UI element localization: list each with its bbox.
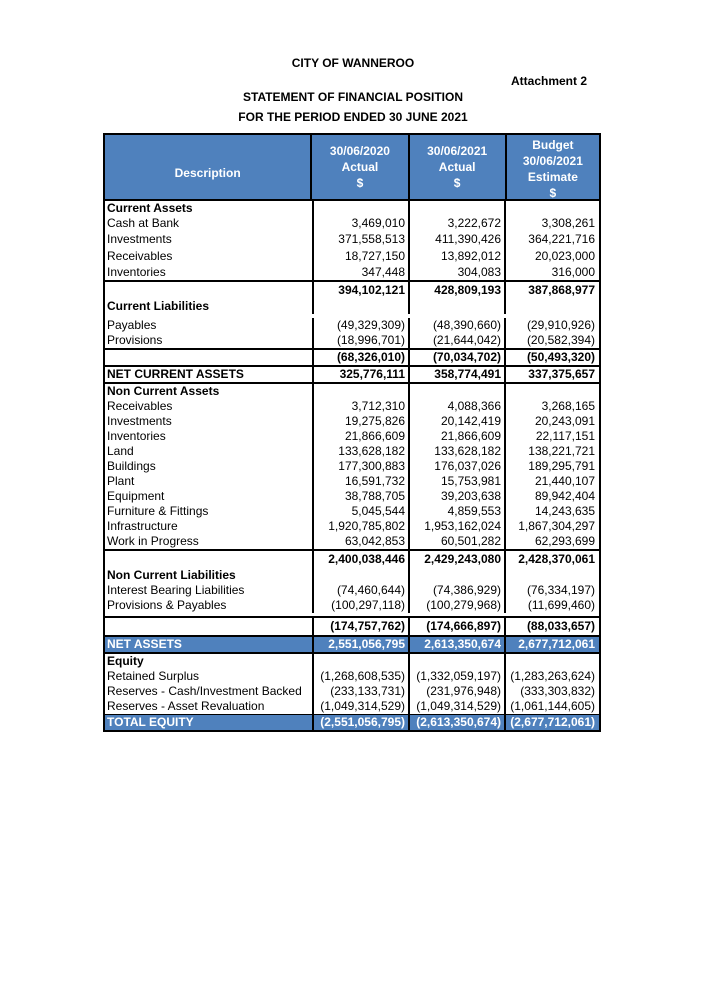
row-value-actual-2020: (74,460,644) — [312, 583, 408, 598]
row-label: Furniture & Fittings — [107, 504, 209, 518]
row-label: Interest Bearing Liabilities — [107, 583, 245, 597]
row-value-actual-2020: 21,866,609 — [312, 429, 408, 444]
table-row — [105, 459, 599, 474]
row-label — [105, 350, 312, 365]
row-value-actual-2021: (1,049,314,529) — [408, 699, 504, 714]
header-actual-2021-date: 30/06/2021 — [427, 144, 488, 158]
row-value-budget-2021: 89,942,404 — [504, 489, 597, 504]
table-row — [105, 635, 599, 652]
header-description: Description — [174, 166, 241, 180]
row-value-actual-2020: (18,996,701) — [312, 333, 408, 348]
statement-title: STATEMENT OF FINANCIAL POSITION — [243, 90, 463, 104]
header-actual-2020-date: 30/06/2020 — [329, 144, 390, 158]
row-value-actual-2021: (74,386,929) — [408, 583, 504, 598]
row-value-actual-2020: (233,133,731) — [312, 684, 408, 699]
table-header — [105, 135, 599, 201]
row-value-budget-2021: 22,117,151 — [504, 429, 597, 444]
row-value-actual-2020: 19,275,826 — [312, 414, 408, 429]
row-value-budget-2021: 20,243,091 — [504, 414, 597, 429]
row-value-budget-2021: (20,582,394) — [504, 333, 597, 348]
row-label: Buildings — [107, 459, 156, 473]
table-row — [105, 714, 599, 730]
row-value-budget-2021: (29,910,926) — [504, 318, 597, 333]
table-row — [105, 504, 599, 519]
row-value-actual-2020: (174,757,762) — [312, 618, 408, 635]
table-row — [105, 414, 599, 429]
row-value-actual-2021: 13,892,012 — [408, 248, 504, 265]
table-row — [105, 280, 599, 299]
row-value-actual-2021: 3,222,672 — [408, 216, 504, 231]
row-value-budget-2021: 62,293,699 — [504, 534, 597, 549]
row-value-budget-2021: 1,867,304,297 — [504, 519, 597, 534]
row-value-actual-2020 — [312, 654, 408, 669]
row-value-actual-2020: (1,049,314,529) — [312, 699, 408, 714]
row-label: Inventories — [107, 265, 166, 279]
row-value-budget-2021 — [504, 201, 597, 216]
row-value-actual-2021: 358,774,491 — [408, 367, 504, 382]
row-label: Payables — [107, 318, 157, 332]
header-budget-unit: $ — [549, 186, 557, 200]
row-value-actual-2021: (21,644,042) — [408, 333, 504, 348]
table-row — [105, 333, 599, 348]
row-value-actual-2020: 371,558,513 — [312, 231, 408, 248]
row-label: Land — [107, 444, 134, 458]
table-row — [105, 598, 599, 613]
row-value-budget-2021: 138,221,721 — [504, 444, 597, 459]
table-row — [105, 699, 599, 714]
row-value-actual-2021: (2,613,350,674) — [408, 715, 504, 730]
row-value-budget-2021 — [504, 654, 597, 669]
header-budget-date: 30/06/2021 — [522, 154, 583, 168]
header-budget-2021 — [505, 135, 599, 199]
row-value-actual-2020: 177,300,883 — [312, 459, 408, 474]
row-value-budget-2021: (50,493,320) — [504, 350, 597, 365]
table-row — [105, 265, 599, 280]
row-value-actual-2020: 347,448 — [312, 265, 408, 280]
row-value-actual-2020: 38,788,705 — [312, 489, 408, 504]
row-value-budget-2021: 3,268,165 — [504, 399, 597, 414]
table-row — [105, 519, 599, 534]
table-row — [105, 399, 599, 414]
table-row — [105, 216, 599, 231]
table-row — [105, 549, 599, 568]
row-value-budget-2021 — [504, 384, 597, 399]
table-row — [105, 568, 599, 583]
row-value-actual-2020: 1,920,785,802 — [312, 519, 408, 534]
row-value-budget-2021: 316,000 — [504, 265, 597, 280]
row-value-actual-2020 — [312, 299, 408, 314]
row-value-budget-2021: (76,334,197) — [504, 583, 597, 598]
row-label: Work in Progress — [107, 534, 199, 548]
row-value-actual-2021: 60,501,282 — [408, 534, 504, 549]
row-label: Plant — [107, 474, 135, 488]
row-value-budget-2021: 387,868,977 — [504, 282, 597, 299]
row-value-budget-2021: 2,677,712,061 — [504, 637, 597, 652]
header-actual-2020-type: Actual — [341, 160, 379, 174]
row-value-actual-2020: (1,268,608,535) — [312, 669, 408, 684]
table-row — [105, 583, 599, 598]
row-value-budget-2021: (1,283,263,624) — [504, 669, 597, 684]
row-value-budget-2021: (1,061,144,605) — [504, 699, 597, 714]
row-value-actual-2021: 4,088,366 — [408, 399, 504, 414]
row-value-actual-2021: 428,809,193 — [408, 282, 504, 299]
row-value-actual-2020 — [312, 568, 408, 583]
table-row — [105, 444, 599, 459]
row-value-actual-2021 — [408, 299, 504, 314]
row-value-actual-2020: (2,551,056,795) — [312, 715, 408, 730]
header-actual-2020-unit: $ — [356, 176, 364, 190]
table-row — [105, 248, 599, 265]
row-value-budget-2021: (2,677,712,061) — [504, 715, 597, 730]
row-label — [105, 618, 312, 635]
table-row — [105, 201, 599, 216]
row-label: Investments — [107, 414, 172, 428]
table-row — [105, 429, 599, 444]
row-label: Cash at Bank — [107, 216, 180, 230]
row-value-actual-2021: 15,753,981 — [408, 474, 504, 489]
row-value-actual-2021: 411,390,426 — [408, 231, 504, 248]
row-value-actual-2021 — [408, 384, 504, 399]
row-value-actual-2020: 133,628,182 — [312, 444, 408, 459]
row-value-actual-2020: 394,102,121 — [312, 282, 408, 299]
header-actual-2021-unit: $ — [453, 176, 461, 190]
row-value-actual-2021: (48,390,660) — [408, 318, 504, 333]
organisation-title: CITY OF WANNEROO — [291, 56, 415, 70]
row-value-budget-2021 — [504, 299, 597, 314]
row-value-actual-2021: 20,142,419 — [408, 414, 504, 429]
row-value-actual-2020: 63,042,853 — [312, 534, 408, 549]
row-value-actual-2021: (70,034,702) — [408, 350, 504, 365]
row-value-actual-2021: (1,332,059,197) — [408, 669, 504, 684]
row-value-budget-2021: (333,303,832) — [504, 684, 597, 699]
row-label: Equipment — [107, 489, 165, 503]
row-label: Provisions — [107, 333, 163, 347]
row-label — [105, 551, 312, 568]
table-row — [105, 616, 599, 635]
row-label: Reserves - Asset Revaluation — [107, 699, 265, 713]
row-value-budget-2021 — [504, 568, 597, 583]
row-label: Infrastructure — [107, 519, 178, 533]
row-label: NET ASSETS — [107, 637, 182, 651]
row-value-actual-2021: 1,953,162,024 — [408, 519, 504, 534]
row-value-actual-2021: 304,083 — [408, 265, 504, 280]
row-value-actual-2020: 16,591,732 — [312, 474, 408, 489]
financial-position-table — [103, 133, 601, 732]
table-row — [105, 384, 599, 399]
row-value-actual-2020: 5,045,544 — [312, 504, 408, 519]
row-value-actual-2021: 4,859,553 — [408, 504, 504, 519]
row-value-budget-2021: 337,375,657 — [504, 367, 597, 382]
row-value-actual-2020: 325,776,111 — [312, 367, 408, 382]
row-value-actual-2021: 21,866,609 — [408, 429, 504, 444]
row-value-actual-2021 — [408, 568, 504, 583]
period-title: FOR THE PERIOD ENDED 30 JUNE 2021 — [238, 110, 468, 124]
row-label: TOTAL EQUITY — [107, 715, 194, 729]
table-row — [105, 669, 599, 684]
row-value-actual-2021 — [408, 654, 504, 669]
row-value-budget-2021: 20,023,000 — [504, 248, 597, 265]
row-value-actual-2021: (100,279,968) — [408, 598, 504, 613]
row-value-actual-2021: 133,628,182 — [408, 444, 504, 459]
header-actual-2021 — [408, 135, 505, 199]
table-row — [105, 534, 599, 549]
row-value-actual-2020 — [312, 384, 408, 399]
row-value-actual-2020 — [312, 201, 408, 216]
row-label: Reserves - Cash/Investment Backed — [107, 684, 302, 698]
row-value-actual-2020: 2,551,056,795 — [312, 637, 408, 652]
row-label: Equity — [107, 654, 144, 668]
row-value-budget-2021: 14,243,635 — [504, 504, 597, 519]
row-value-actual-2020: (68,326,010) — [312, 350, 408, 365]
row-value-budget-2021: 364,221,716 — [504, 231, 597, 248]
row-value-actual-2020: 18,727,150 — [312, 248, 408, 265]
row-value-budget-2021: 2,428,370,061 — [504, 551, 597, 568]
row-label — [105, 282, 312, 299]
header-budget-type: Estimate — [527, 170, 578, 184]
row-value-actual-2020: (100,297,118) — [312, 598, 408, 613]
row-value-actual-2020: 3,469,010 — [312, 216, 408, 231]
row-value-budget-2021: (88,033,657) — [504, 618, 597, 635]
row-value-actual-2020: (49,329,309) — [312, 318, 408, 333]
row-value-actual-2021: 2,429,243,080 — [408, 551, 504, 568]
attachment-label: Attachment 2 — [511, 74, 588, 88]
row-label: Receivables — [107, 249, 173, 263]
header-budget-label: Budget — [532, 138, 574, 152]
table-row — [105, 299, 599, 314]
table-row — [105, 652, 599, 669]
header-actual-2020 — [310, 135, 407, 199]
row-label: Current Liabilities — [107, 299, 210, 313]
row-value-budget-2021: 3,308,261 — [504, 216, 597, 231]
row-label: Inventories — [107, 429, 166, 443]
row-value-actual-2021 — [408, 201, 504, 216]
row-value-budget-2021: 189,295,791 — [504, 459, 597, 474]
row-label: Current Assets — [107, 201, 193, 215]
table-row — [105, 489, 599, 504]
table-body — [105, 201, 599, 730]
row-label: NET CURRENT ASSETS — [107, 367, 244, 381]
table-row — [105, 231, 599, 248]
table-row — [105, 365, 599, 384]
header-actual-2021-type: Actual — [438, 160, 476, 174]
row-value-actual-2021: (231,976,948) — [408, 684, 504, 699]
row-value-budget-2021: (11,699,460) — [504, 598, 597, 613]
row-label: Receivables — [107, 399, 173, 413]
row-label: Investments — [107, 232, 172, 246]
row-value-actual-2020: 3,712,310 — [312, 399, 408, 414]
row-value-budget-2021: 21,440,107 — [504, 474, 597, 489]
row-value-actual-2021: 39,203,638 — [408, 489, 504, 504]
table-row — [105, 348, 599, 365]
row-value-actual-2021: 2,613,350,674 — [408, 637, 504, 652]
row-value-actual-2020: 2,400,038,446 — [312, 551, 408, 568]
row-label: Provisions & Payables — [107, 598, 227, 612]
table-row — [105, 318, 599, 333]
table-row — [105, 474, 599, 489]
row-label: Non Current Assets — [107, 384, 220, 398]
row-label: Retained Surplus — [107, 669, 200, 683]
row-label: Non Current Liabilities — [107, 568, 236, 582]
table-row — [105, 684, 599, 699]
row-value-actual-2021: 176,037,026 — [408, 459, 504, 474]
row-value-actual-2021: (174,666,897) — [408, 618, 504, 635]
